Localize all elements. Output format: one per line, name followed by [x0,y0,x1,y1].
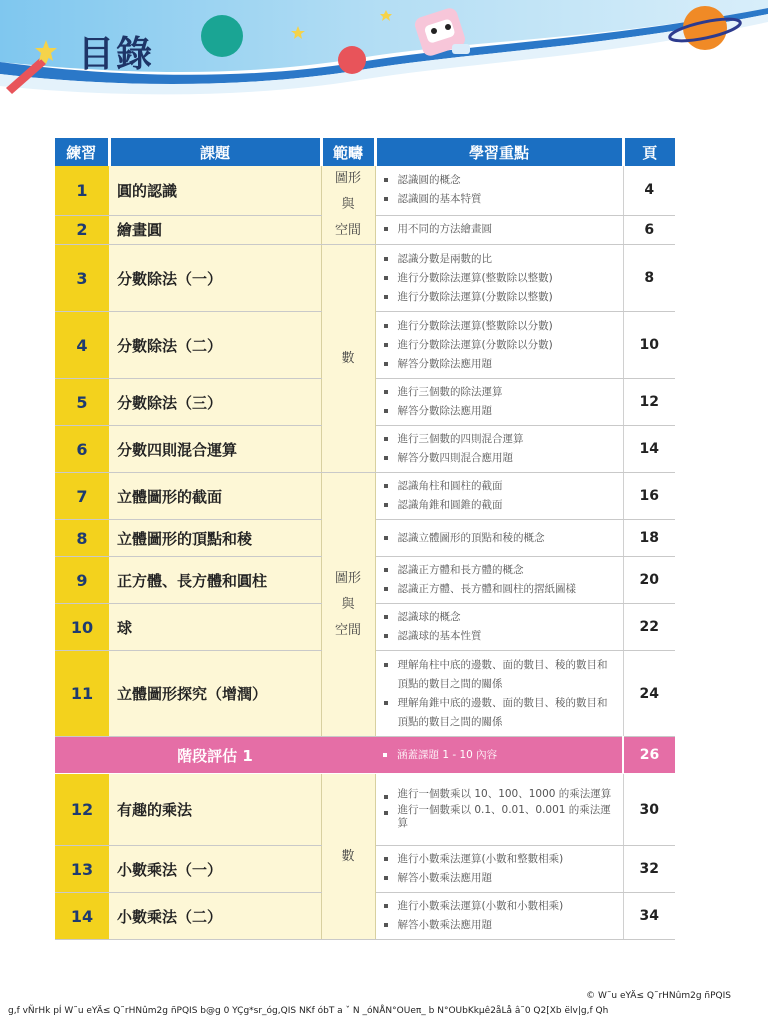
learning-point: 認識正方體和長方體的概念 [380,561,617,580]
practice-number: 1 [55,166,109,215]
learning-points [375,473,623,520]
page-number: 32 [623,846,675,893]
practice-number: 3 [55,245,109,312]
learning-points [375,166,623,215]
learning-point: 進行三個數的四則混合運算 [380,430,617,449]
topic-title: 小數乘法（二） [109,893,321,940]
topic-title: 繪畫圓 [109,215,321,244]
practice-number: 13 [55,846,109,893]
page-number: 26 [623,737,675,774]
header-topic: 課題 [109,138,321,166]
copyright-notice: © W˜u eYÄ≤ Q˜rHNûm2g ñPQIS [586,991,731,1001]
practice-number: 11 [55,651,109,737]
topic-title: 立體圖形探究（增潤） [109,651,321,737]
topic-title: 立體圖形的截面 [109,473,321,520]
learning-points [375,774,623,846]
learning-points [375,604,623,651]
practice-number: 8 [55,520,109,557]
page-title: 目錄 [78,34,155,75]
learning-point: 進行小數乘法運算(小數和小數相乘) [380,897,617,916]
learning-point: 認識立體圖形的頂點和稜的概念 [380,529,617,548]
page-number: 10 [623,312,675,379]
page-number: 4 [623,166,675,215]
domain-shape-space: 圖形 與 空間 [321,473,375,737]
learning-point: 解答分數除法應用題 [380,355,617,374]
header-learning-points: 學習重點 [375,138,623,166]
learning-point: 認識球的概念 [380,608,617,627]
learning-point: 解答分數除法應用題 [380,402,617,421]
learning-point: 認識角柱和圓柱的截面 [380,477,617,496]
header-page: 頁 [623,138,675,166]
assessment-title: 階段評估 1 [55,737,375,774]
domain-shape-space: 圖形 與 空間 [321,166,375,245]
table-row [55,473,675,520]
learning-point: 進行一個數乘以 0.1、0.01、0.001 的乘法運算 [380,804,617,830]
table-of-contents [55,138,675,940]
topic-title: 分數除法（三） [109,379,321,426]
header-domain: 範疇 [321,138,375,166]
practice-number: 5 [55,379,109,426]
learning-points [375,426,623,473]
table-row [55,774,675,846]
practice-number: 6 [55,426,109,473]
practice-number: 4 [55,312,109,379]
learning-point: 認識球的基本性質 [380,627,617,646]
header-practice: 練習 [55,138,109,166]
domain-number: 數 [321,245,375,473]
practice-number: 14 [55,893,109,940]
topic-title: 小數乘法（一） [109,846,321,893]
topic-title: 分數除法（二） [109,312,321,379]
page-number: 22 [623,604,675,651]
learning-point: 進行分數除法運算(分數除以整數) [380,288,617,307]
page-number: 34 [623,893,675,940]
page-number: 18 [623,520,675,557]
topic-title: 正方體、長方體和圓柱 [109,557,321,604]
practice-number: 12 [55,774,109,846]
learning-point: 進行分數除法運算(整數除以分數) [380,317,617,336]
practice-number: 10 [55,604,109,651]
domain-number: 數 [321,774,375,940]
learning-point: 認識圓的概念 [380,171,617,190]
learning-point: 進行三個數的除法運算 [380,383,617,402]
learning-point: 認識角錐和圓錐的截面 [380,496,617,515]
practice-number: 7 [55,473,109,520]
practice-number: 9 [55,557,109,604]
learning-point: 涵蓋課題 1 - 10 內容 [379,746,616,765]
table-row [55,245,675,312]
learning-point: 進行小數乘法運算(小數和整數相乘) [380,850,617,869]
learning-points [375,651,623,737]
practice-number: 2 [55,215,109,244]
learning-points [375,312,623,379]
learning-point: 解答小數乘法應用題 [380,869,617,888]
learning-point: 解答小數乘法應用題 [380,916,617,935]
learning-point: 理解角柱中底的邊數、面的數目、稜的數目和頂點的數目之間的關係 [380,656,617,694]
learning-points [375,215,623,244]
page-number: 20 [623,557,675,604]
learning-point: 認識分數是兩數的比 [380,250,617,269]
learning-point: 解答分數四則混合應用題 [380,449,617,468]
learning-point: 用不同的方法繪畫圓 [380,220,617,239]
page-number: 24 [623,651,675,737]
topic-title: 球 [109,604,321,651]
page-number: 16 [623,473,675,520]
legal-notice: g,f vÑrHk pÍ W˜u eYÄ≤ Q˜rHNûm2g ñPQIS b@g 0 YÇg*sr_óg,QIS NKf óbT a ˇ N _óNÅN°OUeπ_ b N°OUbKkμê2åLå â˜0 Q2[Xb ëlv|g,f Qh [8,1006,609,1016]
learning-point: 進行分數除法運算(分數除以分數) [380,336,617,355]
topic-title: 圓的認識 [109,166,321,215]
assessment-row [55,737,675,774]
page-number: 14 [623,426,675,473]
learning-points [375,557,623,604]
learning-point: 理解角錐中底的邊數、面的數目、稜的數目和頂點的數目之間的關係 [380,694,617,732]
learning-points [375,737,623,774]
learning-points [375,379,623,426]
learning-points [375,520,623,557]
learning-point: 進行一個數乘以 10、100、1000 的乘法運算 [380,788,617,801]
page-number: 12 [623,379,675,426]
learning-points [375,846,623,893]
page-number: 6 [623,215,675,244]
learning-point: 認識正方體、長方體和圓柱的摺紙圖樣 [380,580,617,599]
topic-title: 分數四則混合運算 [109,426,321,473]
topic-title: 有趣的乘法 [109,774,321,846]
page-number: 30 [623,774,675,846]
learning-point: 認識圓的基本特質 [380,190,617,209]
page-number: 8 [623,245,675,312]
topic-title: 分數除法（一） [109,245,321,312]
learning-points [375,245,623,312]
table-row [55,166,675,215]
learning-point: 進行分數除法運算(整數除以整數) [380,269,617,288]
learning-points [375,893,623,940]
topic-title: 立體圖形的頂點和稜 [109,520,321,557]
